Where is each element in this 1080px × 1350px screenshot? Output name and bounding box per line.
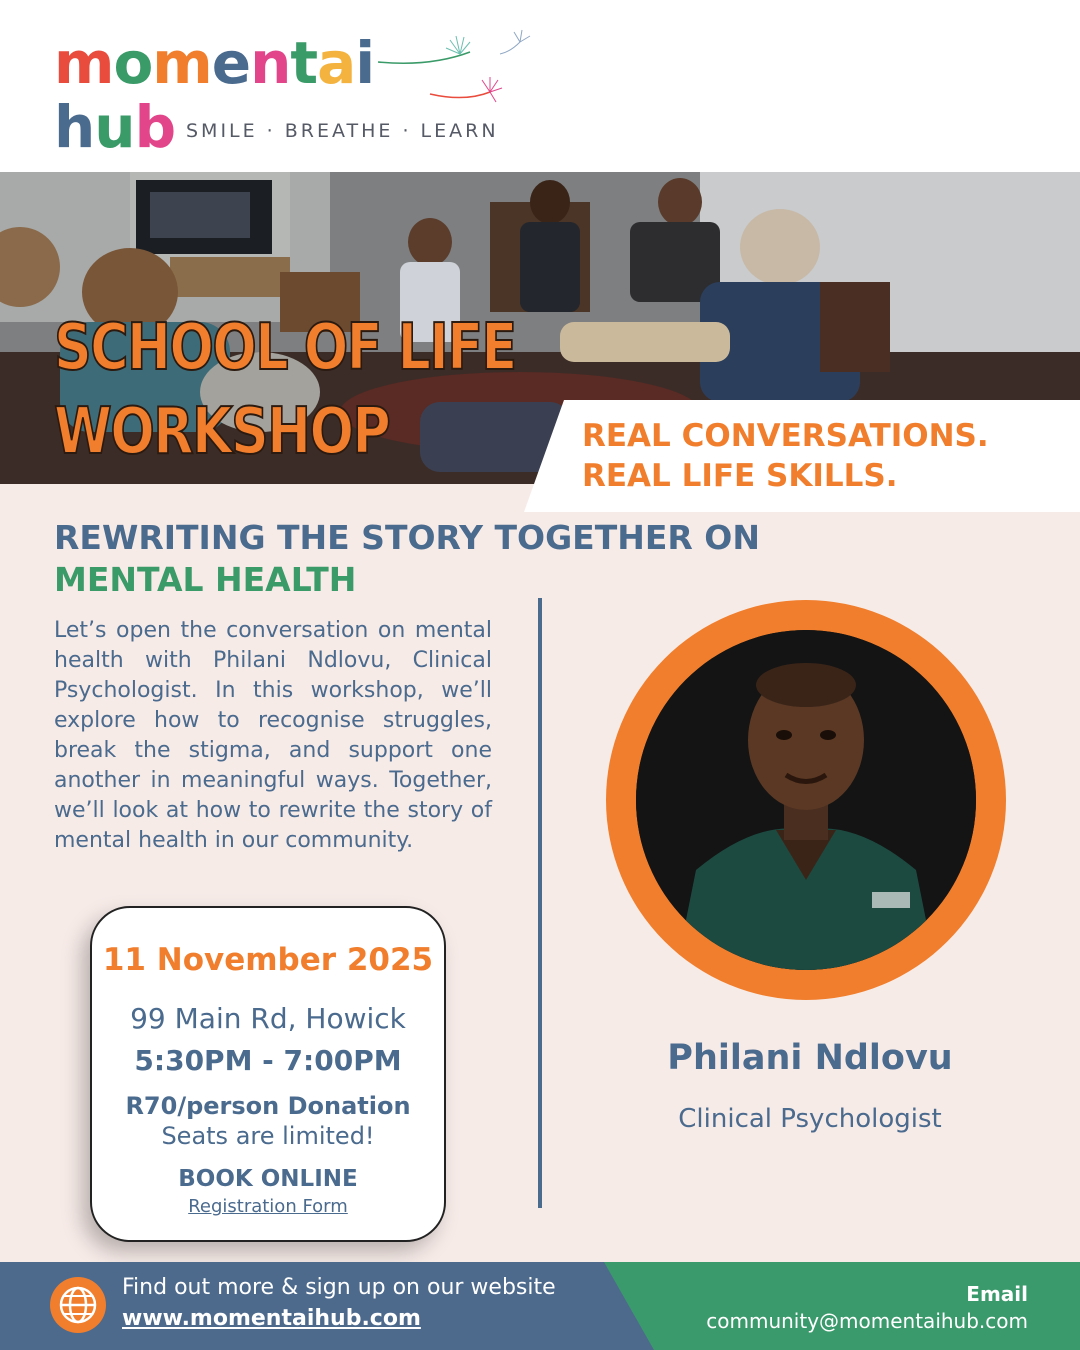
footer-find-text: Find out more & sign up on our website [122,1275,556,1300]
workshop-title [54,306,516,474]
book-online-label: BOOK ONLINE [178,1166,358,1192]
slogan-line-2: REAL LIFE SKILLS. [582,458,898,494]
header [0,0,1080,172]
slogan [582,416,989,496]
footer-email-panel [604,1262,1080,1350]
event-price: R70/person Donation [125,1092,411,1120]
registration-form-link[interactable]: Registration Form [188,1196,348,1217]
title-line-2: WORKSHOP [54,395,390,469]
headline-line-1: REWRITING THE STORY TOGETHER ON [54,518,760,557]
event-time: 5:30PM - 7:00PM [134,1044,402,1077]
tagline: SMILE · BREATHE · LEARN [186,120,499,142]
globe-icon [50,1277,106,1333]
headline-line-2: MENTAL HEALTH [54,560,357,599]
email-link[interactable]: community@momentaihub.com [706,1309,1028,1333]
speaker-name: Philani Ndlovu [667,1038,953,1078]
email-label: Email [966,1282,1028,1306]
speaker-portrait [636,630,976,970]
speaker-role: Clinical Psychologist [678,1104,942,1134]
dandelion-seeds-icon [370,22,550,122]
logo-momentai: momentai [54,29,375,97]
intro-paragraph: Let’s open the conversation on mental health with Philani Ndlovu, Clinical Psychologist. In this workshop, we’ll explore how to recognise struggles, break the stigma, and support one another in meaningful ways. Together, we’ll look at how to rewrite the story of mental health in our community. [54,618,492,853]
event-card [90,906,446,1242]
slogan-line-1: REAL CONVERSATIONS. [582,418,989,454]
event-address: 99 Main Rd, Howick [130,1002,406,1035]
event-date: 11 November 2025 [102,942,434,978]
title-line-1: SCHOOL OF LIFE [54,311,516,385]
event-seats: Seats are limited! [161,1122,375,1150]
website-link[interactable]: www.momentaihub.com [122,1306,421,1331]
logo-hub: hub [54,93,176,161]
